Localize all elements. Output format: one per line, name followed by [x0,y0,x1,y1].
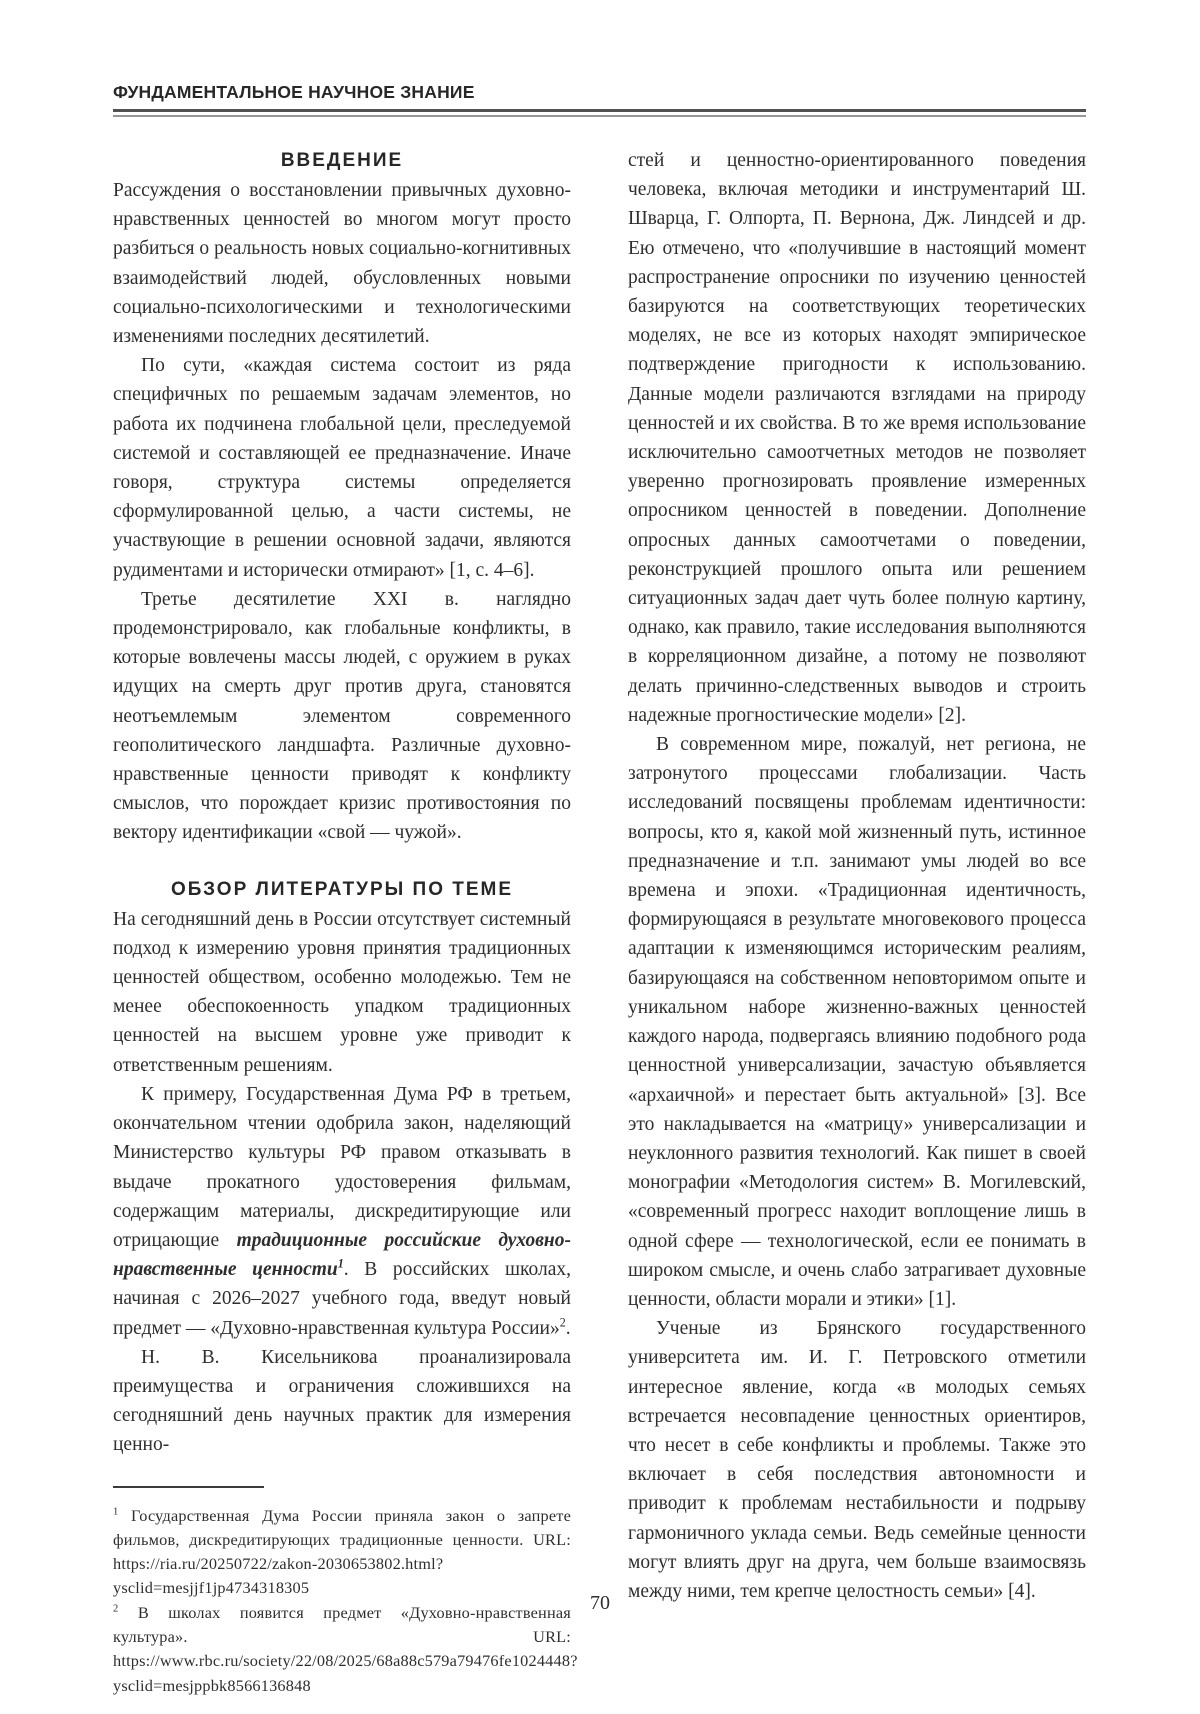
paragraph: Ученые из Брянского государственного университета им. И. Г. Петровского отметили интересное явление, когда «в молодых семьях встречается несовпадение ценностных ориентиров, что несет в себе конфликты и проблемы. Также это включает в себя последствия автономности и приводит к проблемам нестабильности и подрыву гармоничного уклада семьи. Ведь семейные ценности могут влиять друг на друга, чем больше взаимосвязь между ними, тем крепче целостность семьи» [4]. [628,1318,1086,1602]
paragraph-text: К примеру, Государственная Дума РФ в третьем, окончательном чтении одобрила закон, наделяющий Министерство культуры РФ правом отказывать в выдаче прокатного удостоверения фильмам, содержащим материалы, дискредитирующие или отрицающие [113,1083,571,1251]
paragraph: стей и ценностно-ориентированного поведения человека, включая методики и инструментарий Ш. Шварца, Г. Олпорта, П. Вернона, Дж. Линдсей и др. Ею отмечено, что «получившие в настоящий момент распространение опросники по изучению ценностей базируются на соответствующих теоретических моделях, не все из которых находят эмпирическое подтверждение пригодности к использованию. Данные модели различаются взглядами на природу ценностей и их свойства. В то же время использование исключительно самоотчетных методов не позволяет уверенно прогнозировать проявление измеренных опросником ценностей в поведении. Дополнение опросных данных самоотчетами о поведении, реконструкцией прошлого опыта или решением ситуационных задач дает чуть более полную картину, однако, как правило, такие исследования выполняются в корреляционном дизайне, а потому не позволяют делать причинно-следственных выводов и строить надежные прогностические модели» [2]. [628,150,1086,726]
paragraph-text: . В российских школах, начиная с 2026–2027 учебного года, введут новый предмет — «Духовно-нравственная культура России» [113,1259,571,1339]
article-body [113,146,1086,1698]
header-double-rule [113,109,1086,117]
page-number: 70 [590,1592,610,1614]
footnote-separator [113,1486,264,1488]
footnote-1 [113,1504,571,1601]
footnote-text-2: В школах появится предмет «Духовно-нравственная культура». URL: https://www.rbc.ru/society/22/08/2025/68a88c579a79476fe1024448?ysclid=mesjppbk8566136848 [113,1602,578,1695]
paragraph: Рассуждения о восстановлении привычных духовно-нравственных ценностей во многом могут просто разбиться о реальность новых социально-когнитивных взаимодействий людей, обусловленных новыми социально-психологическими и технологическими изменениями последних десятилетий. [113,180,571,348]
footnote-text-1: Государственная Дума России приняла закон о запрете фильмов, дискредитирующих традиционные ценности. URL: https://ria.ru/20250722/zakon-2030653802.html?ysclid=mesjjf1jp4734318305 [113,1505,571,1598]
emphasized-term: традиционные российские духовно-нравственные ценности [113,1229,571,1281]
right-column [628,146,1086,1698]
section-heading-introduction: ВВЕДЕНИЕ [280,150,404,171]
footnote-ref-2: 2 [559,1315,566,1330]
paragraph: Н. В. Кисельникова проанализировала преимущества и ограничения сложившихся на сегодняшний день научных практик для измерения ценно- [113,1346,571,1456]
running-head-title: ФУНДАМЕНТАЛЬНОЕ НАУЧНОЕ ЗНАНИЕ [113,82,475,102]
footnote-marker-1: 1 [113,1506,119,1518]
footnote-2 [113,1601,578,1698]
paragraph: По сути, «каждая система состоит из ряда специфичных по решаемым задачам элементов, но работа их подчинена глобальной цели, преследуемой системой и составляющей ее предназначение. Иначе говоря, структура системы определяется сформулированной целью, а части системы, не участвующие в решении основной задачи, являются рудиментами и исторически отмирают» [1, с. 4–6]. [113,355,571,581]
paragraph: Третье десятилетие XXI в. наглядно продемонстрировало, как глобальные конфликты, в которые вовлечены массы людей, с оружием в руках идущих на смерть друг против друга, становятся неотъемлемым элементом современного геополитического ландшафта. Различные духовно-нравственные ценности приводят к конфликту смыслов, что порождает кризис противостояния по вектору идентификации «свой — чужой». [113,588,571,844]
running-head [113,82,1086,117]
footnote-marker-2: 2 [113,1603,119,1615]
footnote-ref-1: 1 [337,1256,344,1271]
paragraph [113,1080,571,1343]
section-heading-literature-review: ОБЗОР ЛИТЕРАТУРЫ ПО ТЕМЕ [170,878,514,900]
left-column [113,146,578,1698]
paragraph: На сегодняшний день в России отсутствует системный подход к измерению уровня принятия традиционных ценностей обществом, особенно молодежью. Тем не менее обеспокоенность упадком традиционных ценностей на высшем уровне уже приводит к ответственным решениям. [113,908,571,1076]
paragraph-text: . [565,1317,571,1339]
paragraph: В современном мире, пожалуй, нет региона, не затронутого процессами глобализации. Часть исследований посвящены проблемам идентичности: вопросы, кто я, какой мой жизненный путь, истинное предназначение и т.п. занимают умы людей во все времена и эпохи. «Традиционная идентичность, формирующаяся в результате многовекового процесса адаптации к изменяющимся историческим реалиям, базирующаяся на собственном неповторимом опыте и уникальном наборе жизненно-важных ценностей каждого народа, подвергаясь влиянию подобного рода ценностной универсализации, зачастую объявляется «архаичной» и перестает быть актуальной» [3]. Все это накладывается на «матрицу» универсализации и неуклонного развития технологий. Как пишет в своей монографии «Методология систем» В. Могилевский, «современный прогресс находит воплощение лишь в одной сфере — технологической, если ее понимать в широком смысле, и очень слабо затрагивает духовные ценности, области морали и этики» [1]. [628,734,1086,1310]
